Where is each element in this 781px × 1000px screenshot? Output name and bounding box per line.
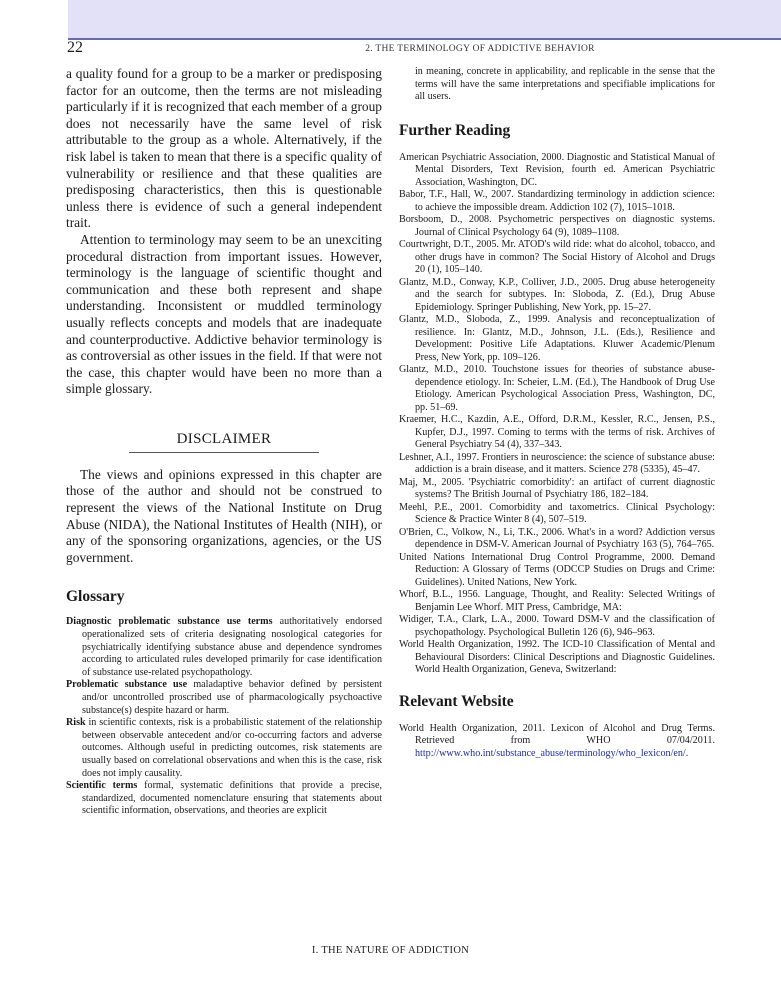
glossary-term: Scientific terms xyxy=(66,780,138,792)
website-link[interactable]: http://www.who.int/substance_abuse/terminology/who_lexicon/en/. xyxy=(415,747,689,759)
disclaimer-heading-wrap xyxy=(66,430,382,453)
reference-item: United Nations International Drug Control Programme, 2000. Demand Reduction: A Glossary of Terms (ODCCP Studies on Drugs and Crime: Guidelines). United Nations, New York. xyxy=(399,551,715,588)
glossary-entry xyxy=(66,679,382,717)
reference-list xyxy=(399,152,715,677)
reference-item: Babor, T.F., Hall, W., 2007. Standardizing terminology in addiction science: to achieve the impossible dream. Addiction 102 (7), 1015–1018. xyxy=(399,189,715,213)
reference-item: Leshner, A.I., 1997. Frontiers in neuroscience: the science of substance abuse: addiction is a brain disease, and it matters. Science 278 (5335), 45–47. xyxy=(399,451,715,476)
glossary-term: Problematic substance use xyxy=(66,679,188,691)
reference-item: O'Brien, C., Volkow, N., Li, T.K., 2006. What's in a word? Addiction versus dependence in DSM-V. American Journal of Psychiatry 163 (5), 764–765. xyxy=(399,526,715,551)
reference-item: World Health Organization, 1992. The ICD-10 Classification of Mental and Behavioural Disorders: Clinical Descriptions and Diagnostic Guidelines. World Health Organization, Geneva, Switzerland: xyxy=(399,639,715,676)
glossary-definition: maladaptive behavior defined by persistent and/or uncontrolled proscribed use of pharmacologically psychoactive substance(s) despite hazard or harm. xyxy=(82,679,382,716)
reference-item: Courtwright, D.T., 2005. Mr. ATOD's wild ride: what do alcohol, tobacco, and other drugs have in common? The Social History of Alcohol and Drugs 20 (1), 105–140. xyxy=(399,239,715,276)
glossary-continuation: in meaning, concrete in applicability, and replicable in the sense that the terms will have the same interpretations and specifiable implications for all users. xyxy=(415,66,715,103)
reference-item: American Psychiatric Association, 2000. Diagnostic and Statistical Manual of Mental Disorders, Text Revision, fourth ed. American Psychiatric Association, Washington, DC. xyxy=(399,151,715,188)
running-head: 2. THE TERMINOLOGY OF ADDICTIVE BEHAVIOR xyxy=(365,44,595,54)
reference-item: Borsboom, D., 2008. Psychometric perspectives on diagnostic systems. Journal of Clinical Psychology 64 (9), 1089–1108. xyxy=(399,214,715,238)
header-band xyxy=(68,0,781,40)
left-column xyxy=(66,66,382,818)
glossary-term: Risk xyxy=(66,717,86,729)
glossary-list xyxy=(66,616,382,818)
reference-item: Meehl, P.E., 2001. Comorbidity and taxometrics. Clinical Psychology: Science & Practice Winter 8 (4), 507–519. xyxy=(399,501,715,526)
reference-item: Widiger, T.A., Clark, L.A., 2000. Toward DSM-V and the classification of psychopathology. Psychological Bulletin 126 (6), 946–963. xyxy=(399,614,715,638)
reference-item: Maj, M., 2005. 'Psychiatric comorbidity': an artifact of current diagnostic systems? The British Journal of Psychiatry 186, 182–184. xyxy=(399,476,715,501)
reference-item: Kraemer, H.C., Kazdin, A.E., Offord, D.R.M., Kessler, R.C., Jensen, P.S., Kupfer, D.J., 1997. Coming to terms with the terms of risk. Archives of General Psychiatry 54 (4), 337–343. xyxy=(399,414,715,451)
body-paragraph-1: a quality found for a group to be a marker or predisposing factor for an outcome, then the terms are not misleading particularly if it is recognized that each member of a group does not necessarily have the same level of risk attributable to the group as a whole. Alternatively, if the risk label is taken to mean that there is a specific quality of vulnerability or resilience and that these qualities are predisposing characteristics, then this is questionable unless there is evidence of such a general independent trait. xyxy=(66,66,382,231)
page-footer: I. THE NATURE OF ADDICTION xyxy=(311,945,470,956)
disclaimer-title: DISCLAIMER xyxy=(129,431,320,453)
glossary-definition: formal, systematic definitions that provide a precise, standardized, documented nomenclature ensuring that statements about scientific information, observations, and theories are explicit xyxy=(82,780,382,817)
page-number: 22 xyxy=(67,39,83,56)
reference-item: Glantz, M.D., 2010. Touchstone issues for theories of substance abuse-dependence etiology. In: Scheier, L.M. (Ed.), The Handbook of Drug Use Etiology. American Psychological Association Press, Washington, DC, pp. 51–69. xyxy=(399,364,715,413)
glossary-title: Glossary xyxy=(66,588,125,606)
glossary-definition: in scientific contexts, risk is a probabilistic statement of the relationship between observable antecedent and/or co-occurring factors and adverse outcomes. Although useful in predicting outcomes, risk statements are usually based on correlational observations and when this is the case, risk does not imply causality. xyxy=(82,717,382,779)
website-text: World Health Organization, 2011. Lexicon of Alcohol and Drug Terms. Retrieved from WHO 07/04/2011. xyxy=(399,722,715,747)
website-reference xyxy=(399,723,715,761)
reference-item: Whorf, B.L., 1956. Language, Thought, and Reality: Selected Writings of Benjamin Lee Whorf. MIT Press, Cambridge, MA: xyxy=(399,589,715,613)
reference-item: Glantz, M.D., Conway, K.P., Colliver, J.D., 2005. Drug abuse heterogeneity and the search for subtypes. In: Sloboda, Z. (Ed.), Drug Abuse Epidemiology. Springer Publishing, New York, pp. 15–27. xyxy=(399,276,715,313)
disclaimer-text: The views and opinions expressed in this chapter are those of the author and should not be construed to represent the views of the National Institute on Drug Abuse (NIDA), the National Institutes of Health (NIH), or any of the sponsoring organizations, agencies, or the US government. xyxy=(66,466,382,565)
reference-item: Glantz, M.D., Sloboda, Z., 1999. Analysis and reconceptualization of resilience. In: Glantz, M.D., Johnson, J.L. (Eds.), Resilience and Development: Positive Life Adaptations. Kluwer Academic/Plenum Press, New York, pp. 109–126. xyxy=(399,314,715,363)
glossary-entry xyxy=(66,717,382,780)
glossary-entry xyxy=(66,616,382,679)
right-column xyxy=(399,66,715,760)
further-reading-title: Further Reading xyxy=(399,121,511,139)
relevant-website-title: Relevant Website xyxy=(399,692,514,710)
glossary-entry xyxy=(66,780,382,818)
glossary-term: Diagnostic problematic substance use terms xyxy=(66,616,273,628)
glossary-definition: authoritatively endorsed operationalized sets of criteria designating nosological categories for psychiatrically identifying substance abuse and dependence syndromes according to articulated rules developed primarily for case identification of substance use-related psychopathology. xyxy=(82,616,382,678)
body-paragraph-2: Attention to terminology may seem to be an unexciting procedural distraction from important issues. However, terminology is the language of scientific thought and communication and these both represent and shape understanding. Inconsistent or muddled terminology usually reflects concepts and models that are inadequate and counterproductive. Addictive behavior terminology is as controversial as other issues in the field. If that were not the case, this chapter would have been no more than a simple glossary. xyxy=(66,231,382,397)
